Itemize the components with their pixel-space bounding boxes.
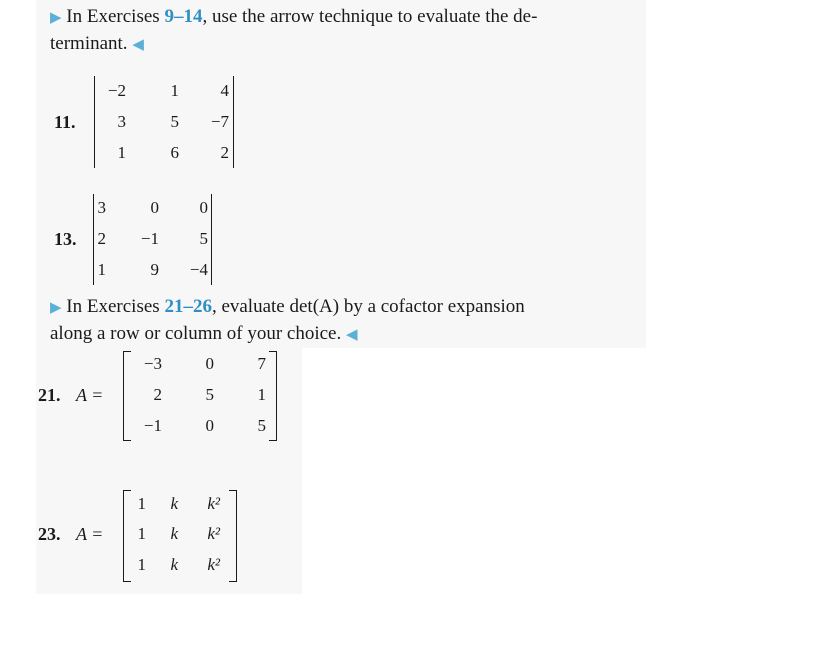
ex21-right-bracket bbox=[276, 351, 277, 441]
exercise-range-link[interactable]: 21–26 bbox=[164, 296, 212, 317]
ex11-cell: 1 bbox=[170, 81, 179, 100]
ex21-cell: 0 bbox=[205, 416, 214, 435]
ex21-left-bracket-top bbox=[123, 351, 131, 352]
ex11-cell: −7 bbox=[210, 112, 229, 131]
ex11-cell: 6 bbox=[170, 143, 179, 162]
instruction-1-before: In Exercises bbox=[66, 6, 165, 27]
instruction-2-line2: along a row or column of your choice. bbox=[50, 323, 342, 344]
ex23-right-bracket-top bbox=[229, 490, 237, 491]
ex13-right-bar bbox=[211, 194, 212, 285]
exercise-23-number: 23. bbox=[38, 524, 61, 544]
ex21-cell: 2 bbox=[153, 385, 162, 404]
triangle-right-icon: ▶ bbox=[50, 300, 62, 316]
exercise-13-number: 13. bbox=[54, 229, 77, 249]
ex21-right-bracket-top bbox=[269, 351, 277, 352]
instruction-1-line2: terminant. bbox=[50, 33, 128, 54]
ex23-cell: 1 bbox=[137, 524, 146, 543]
triangle-left-icon: ◀ bbox=[346, 327, 358, 343]
ex13-cell: 1 bbox=[97, 260, 106, 279]
exercise-21-number: 21. bbox=[38, 385, 61, 405]
ex21-cell: 5 bbox=[257, 416, 266, 435]
triangle-left-icon: ◀ bbox=[132, 37, 144, 53]
ex21-left-bracket bbox=[123, 351, 124, 441]
ex23-cell: k² bbox=[207, 494, 220, 513]
ex21-left-bracket-bottom bbox=[123, 440, 131, 441]
ex21-cell: 1 bbox=[257, 385, 266, 404]
ex23-cell: 1 bbox=[137, 494, 146, 513]
ex23-cell: k bbox=[170, 555, 178, 574]
ex21-cell: 0 bbox=[205, 354, 214, 373]
ex13-cell: 0 bbox=[150, 198, 159, 217]
ex23-cell: 1 bbox=[137, 555, 146, 574]
ex13-cell: 2 bbox=[97, 229, 106, 248]
ex23-label-text: A = bbox=[76, 524, 104, 544]
exercise-range-link[interactable]: 9–14 bbox=[164, 6, 203, 27]
ex23-cell: k² bbox=[207, 555, 220, 574]
ex23-left-bracket-bottom bbox=[123, 581, 131, 582]
ex23-cell: k² bbox=[207, 524, 220, 543]
ex11-cell: 4 bbox=[220, 81, 229, 100]
ex11-right-bar bbox=[233, 76, 234, 168]
instruction-2-before: In Exercises bbox=[66, 296, 165, 317]
ex21-cell: −1 bbox=[143, 416, 162, 435]
ex13-cell: 0 bbox=[199, 198, 208, 217]
instruction-2-after: , evaluate det(A) by a cofactor expansion bbox=[211, 296, 525, 317]
ex11-cell: 3 bbox=[117, 112, 126, 131]
ex21-label bbox=[76, 385, 103, 406]
ex21-cell: 5 bbox=[205, 385, 214, 404]
triangle-right-icon: ▶ bbox=[50, 10, 62, 26]
ex23-cell: k bbox=[170, 494, 178, 513]
ex13-cell: 5 bbox=[199, 229, 208, 248]
ex13-cell: −1 bbox=[140, 229, 159, 248]
ex21-right-bracket-bottom bbox=[269, 440, 277, 441]
ex23-label bbox=[76, 524, 103, 545]
instruction-1-after: , use the arrow technique to evaluate the de- bbox=[202, 6, 538, 27]
ex11-cell: −2 bbox=[107, 81, 126, 100]
ex23-right-bracket-bottom bbox=[229, 581, 237, 582]
ex23-cell: k bbox=[170, 524, 178, 543]
ex13-cell: 9 bbox=[150, 260, 159, 279]
ex21-cell: 7 bbox=[257, 354, 266, 373]
ex11-cell: 1 bbox=[117, 143, 126, 162]
exercise-11-number: 11. bbox=[54, 112, 76, 132]
instruction-1 bbox=[50, 4, 537, 58]
ex21-cell: −3 bbox=[143, 354, 162, 373]
ex11-cell: 5 bbox=[170, 112, 179, 131]
instruction-2 bbox=[50, 294, 525, 348]
ex21-label-text: A = bbox=[76, 385, 104, 405]
ex11-cell: 2 bbox=[220, 143, 229, 162]
ex13-cell: 3 bbox=[97, 198, 106, 217]
ex23-left-bracket-top bbox=[123, 490, 131, 491]
ex23-right-bracket bbox=[236, 490, 237, 582]
ex13-cell: −4 bbox=[189, 260, 208, 279]
